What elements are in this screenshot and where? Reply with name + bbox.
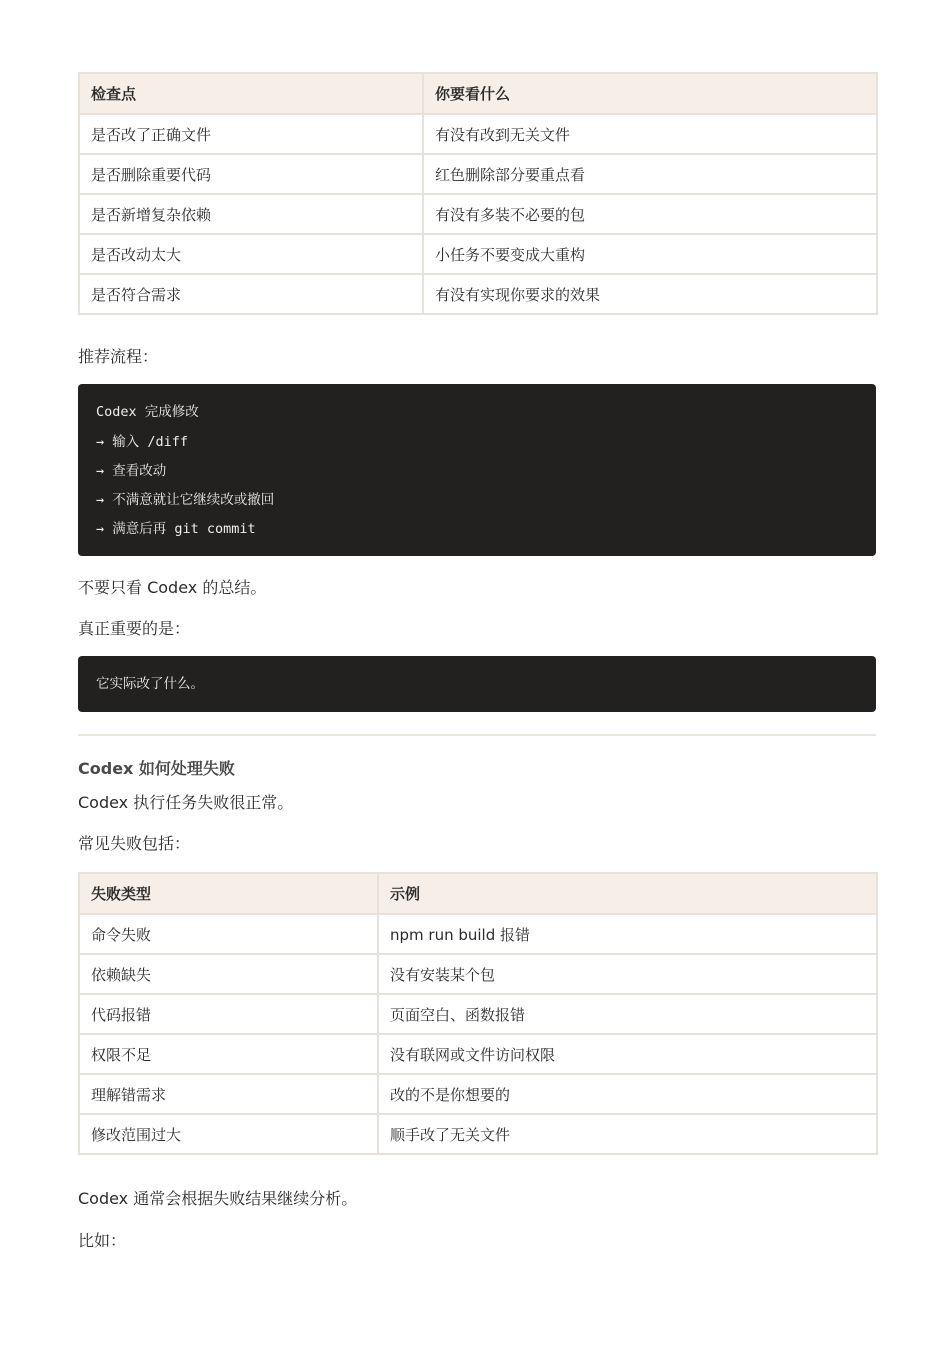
table-cell: 改的不是你想要的: [378, 1074, 877, 1114]
paragraph: 真正重要的是：: [78, 619, 191, 638]
table-row: [79, 954, 877, 994]
table-cell: 是否改动太大: [79, 234, 423, 274]
table-row: [79, 1074, 877, 1114]
table-cell: 是否删除重要代码: [79, 154, 423, 194]
table-header-row: [79, 873, 877, 914]
table-cell: 是否新增复杂依赖: [79, 194, 423, 234]
failure-types-table: [78, 872, 878, 1155]
table-cell: 有没有多装不必要的包: [423, 194, 877, 234]
table-row: [79, 914, 877, 954]
table-cell: 页面空白、函数报错: [378, 994, 877, 1034]
table-cell: 有没有改到无关文件: [423, 114, 877, 154]
table-cell: 命令失败: [79, 914, 378, 954]
table-cell: 是否改了正确文件: [79, 114, 423, 154]
table-cell: 依赖缺失: [79, 954, 378, 994]
table-cell: 修改范围过大: [79, 1114, 378, 1154]
table-cell: 是否符合需求: [79, 274, 423, 314]
table-row: [79, 154, 877, 194]
code-block: [78, 384, 876, 556]
paragraph: Codex 通常会根据失败结果继续分析。: [78, 1189, 358, 1208]
table-cell: 小任务不要变成大重构: [423, 234, 877, 274]
table-cell: 没有安装某个包: [378, 954, 877, 994]
table-row: [79, 194, 877, 234]
paragraph: 不要只看 Codex 的总结。: [78, 578, 267, 597]
paragraph: 常见失败包括：: [78, 834, 191, 853]
table-row: [79, 994, 877, 1034]
table-cell: 没有联网或文件访问权限: [378, 1034, 877, 1074]
checklist-table: [78, 72, 878, 315]
table-header-cell: 你要看什么: [423, 73, 877, 114]
table-cell: 理解错需求: [79, 1074, 378, 1114]
table-cell: 顺手改了无关文件: [378, 1114, 877, 1154]
code-line: 它实际改了什么。: [96, 676, 204, 692]
table-row: [79, 1034, 877, 1074]
table-row: [79, 114, 877, 154]
table-header-cell: 示例: [378, 873, 877, 914]
paragraph: 比如：: [78, 1231, 127, 1250]
code-block: [78, 656, 876, 712]
section-title: Codex 如何处理失败: [78, 759, 235, 778]
table-row: [79, 1114, 877, 1154]
paragraph: Codex 执行任务失败很正常。: [78, 793, 294, 812]
table-header-cell: 失败类型: [79, 873, 378, 914]
flow-label: 推荐流程：: [78, 347, 159, 366]
table-cell: 权限不足: [79, 1034, 378, 1074]
table-cell: 红色删除部分要重点看: [423, 154, 877, 194]
table-row: [79, 234, 877, 274]
table-cell: npm run build 报错: [378, 914, 877, 954]
table-cell: 代码报错: [79, 994, 378, 1034]
table-header-row: [79, 73, 877, 114]
table-header-cell: 检查点: [79, 73, 423, 114]
code-line: → 满意后再 git commit: [96, 521, 256, 537]
section-divider: [78, 734, 876, 736]
code-line: Codex 完成修改: [96, 404, 199, 420]
code-line: → 输入 /diff: [96, 434, 189, 450]
code-line: → 不满意就让它继续改或撤回: [96, 492, 275, 508]
table-cell: 有没有实现你要求的效果: [423, 274, 877, 314]
table-row: [79, 274, 877, 314]
code-line: → 查看改动: [96, 463, 167, 479]
